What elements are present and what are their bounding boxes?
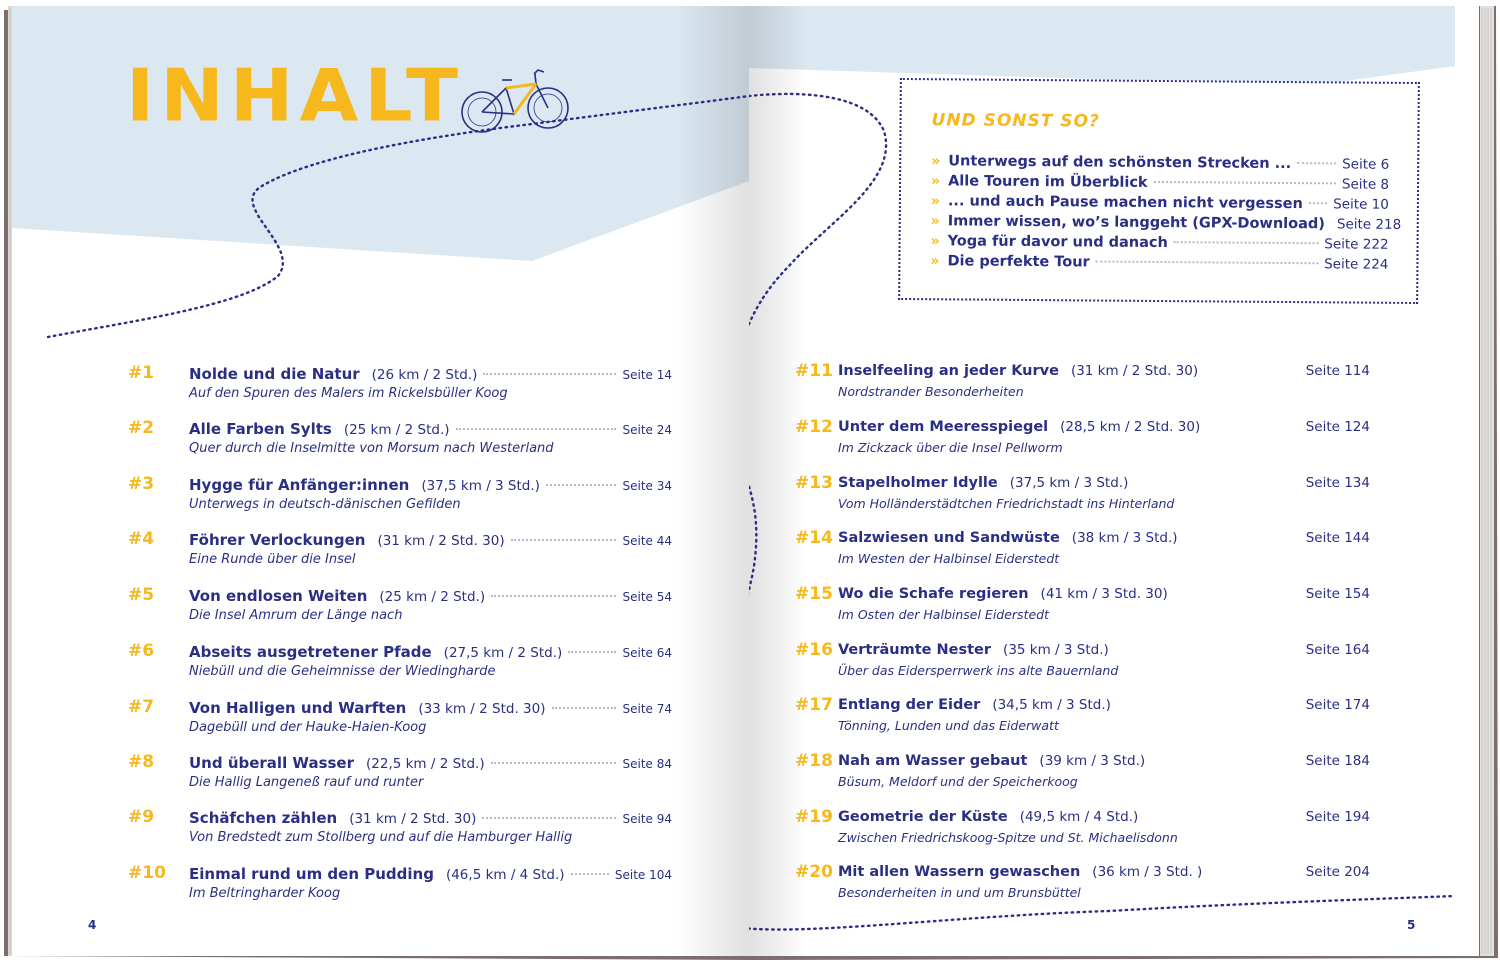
chevron-double-right-icon: » xyxy=(931,173,941,190)
right-page xyxy=(749,6,1479,956)
entry-title: Von endlosen Weiten xyxy=(189,587,368,605)
box-item[interactable] xyxy=(930,253,1388,273)
entry-page: Seite 174 xyxy=(1305,697,1370,713)
extras-box xyxy=(898,78,1420,304)
entry-page: Seite 164 xyxy=(1305,642,1370,658)
entry-page: Seite 64 xyxy=(622,646,672,660)
entry-number: #8 xyxy=(128,752,155,772)
entry-distance: (34,5 km / 3 Std.) xyxy=(992,697,1111,713)
entry-title: Abseits ausgetretener Pfade xyxy=(189,643,432,661)
entry-subtitle: Die Insel Amrum der Länge nach xyxy=(189,608,403,623)
chevron-double-right-icon: » xyxy=(930,193,941,210)
box-item[interactable] xyxy=(931,233,1389,253)
entry-page: Seite 104 xyxy=(614,868,672,882)
leader-dots xyxy=(511,539,617,541)
box-item[interactable] xyxy=(931,153,1389,173)
entry-number: #3 xyxy=(128,474,155,494)
box-item-title: Alle Touren im Überblick xyxy=(948,173,1148,191)
entry-distance: (31 km / 2 Std. 30) xyxy=(377,533,505,549)
entry-title: Mit allen Wassern gewaschen xyxy=(838,864,1081,880)
entry-title: Nolde und die Natur xyxy=(189,365,360,383)
entry-subtitle: Tönning, Lunden und das Eiderwatt xyxy=(838,718,1059,733)
leader-dots xyxy=(1309,202,1327,204)
leader-dots xyxy=(568,651,616,653)
entry-subtitle: Zwischen Friedrichskoog-Spitze und St. Michaelisdonn xyxy=(838,830,1178,845)
leader-dots xyxy=(1174,241,1318,244)
toc-entry-2[interactable] xyxy=(128,420,672,460)
entry-number: #6 xyxy=(128,641,155,661)
entry-page: Seite 144 xyxy=(1305,530,1370,546)
entry-page: Seite 44 xyxy=(622,534,672,548)
box-item-title: Die perfekte Tour xyxy=(947,253,1090,271)
entry-title: Salzwiesen und Sandwüste xyxy=(838,530,1060,546)
entry-title: Inselfeeling an jeder Kurve xyxy=(838,363,1059,379)
entry-number: #1 xyxy=(128,363,155,383)
entry-distance: (31 km / 2 Std. 30) xyxy=(1070,363,1199,379)
toc-entry-11[interactable] xyxy=(795,363,1370,403)
entry-page: Seite 114 xyxy=(1305,363,1370,379)
entry-distance: (37,5 km / 3 Std.) xyxy=(1009,475,1129,491)
entry-title: Wo die Schafe regieren xyxy=(838,586,1029,602)
leader-dots xyxy=(1154,181,1336,184)
entry-page: Seite 94 xyxy=(622,812,672,826)
entry-subtitle: Vom Holländerstädtchen Friedrichstadt ins Hinterland xyxy=(838,496,1175,511)
box-item[interactable] xyxy=(931,173,1389,193)
toc-entry-4[interactable] xyxy=(128,531,672,571)
entry-number: #9 xyxy=(128,807,155,827)
entry-page: Seite 204 xyxy=(1305,864,1370,880)
toc-entry-6[interactable] xyxy=(128,643,672,683)
leader-dots xyxy=(491,595,616,597)
entry-number: #19 xyxy=(795,807,833,827)
entry-page: Seite 194 xyxy=(1305,809,1370,825)
entry-subtitle: Büsum, Meldorf und der Speicherkoog xyxy=(838,774,1078,789)
entry-number: #4 xyxy=(128,529,155,549)
entry-subtitle: Die Hallig Langeneß rauf und runter xyxy=(189,775,424,790)
toc-entry-7[interactable] xyxy=(128,699,672,739)
entry-title: Unter dem Meeresspiegel xyxy=(838,419,1049,435)
entry-page: Seite 34 xyxy=(622,479,672,493)
chevron-double-right-icon: » xyxy=(930,213,940,230)
entry-subtitle: Niebüll und die Geheimnisse der Wiedingharde xyxy=(189,664,496,679)
page-number-right: 5 xyxy=(1407,918,1416,932)
chevron-double-right-icon: » xyxy=(930,253,940,270)
entry-title: Schäfchen zählen xyxy=(189,809,338,827)
entry-title: Verträumte Nester xyxy=(838,642,992,658)
entry-distance: (46,5 km / 4 Std.) xyxy=(445,867,565,883)
toc-entry-18[interactable] xyxy=(795,753,1370,793)
entry-distance: (41 km / 3 Std. 30) xyxy=(1040,586,1168,602)
entry-title: Nah am Wasser gebaut xyxy=(838,753,1028,769)
page-title: INHALT xyxy=(126,53,464,138)
toc-entry-13[interactable] xyxy=(795,475,1370,515)
entry-number: #16 xyxy=(795,640,833,660)
entry-subtitle: Unterwegs in deutsch-dänischen Gefilden xyxy=(189,497,461,512)
entry-page: Seite 124 xyxy=(1305,419,1370,435)
entry-title: Alle Farben Sylts xyxy=(189,420,332,438)
entry-number: #14 xyxy=(795,528,833,548)
box-item-page: Seite 8 xyxy=(1341,176,1390,193)
entry-title: Geometrie der Küste xyxy=(838,809,1008,825)
toc-entry-9[interactable] xyxy=(128,809,672,849)
leader-dots xyxy=(491,762,617,764)
entry-title: Einmal rund um den Pudding xyxy=(189,865,434,883)
entry-title: Stapelholmer Idylle xyxy=(838,475,998,491)
entry-page: Seite 24 xyxy=(622,423,672,437)
entry-distance: (25 km / 2 Std.) xyxy=(343,422,450,438)
leader-dots xyxy=(1297,162,1336,164)
box-item-page: Seite 6 xyxy=(1342,156,1390,173)
entry-distance: (28,5 km / 2 Std. 30) xyxy=(1060,419,1201,435)
entry-distance: (22,5 km / 2 Std.) xyxy=(366,756,485,772)
entry-number: #17 xyxy=(795,695,833,715)
entry-distance: (33 km / 2 Std. 30) xyxy=(418,701,546,717)
entry-distance: (38 km / 3 Std.) xyxy=(1071,530,1178,546)
leader-dots xyxy=(546,484,617,486)
toc-entry-5[interactable] xyxy=(128,587,672,627)
entry-number: #15 xyxy=(795,584,833,604)
entry-number: #20 xyxy=(795,862,833,882)
entry-distance: (27,5 km / 2 Std.) xyxy=(443,645,563,661)
entry-page: Seite 74 xyxy=(622,702,672,716)
entry-page: Seite 14 xyxy=(622,368,672,382)
box-item-title: Yoga für davor und danach xyxy=(947,233,1168,252)
toc-entry-8[interactable] xyxy=(128,754,672,794)
entry-page: Seite 54 xyxy=(622,590,672,604)
toc-entry-19[interactable] xyxy=(795,809,1370,849)
entry-page: Seite 154 xyxy=(1305,586,1370,602)
toc-entry-17[interactable] xyxy=(795,697,1370,737)
entry-title: Föhrer Verlockungen xyxy=(189,531,366,549)
entry-distance: (35 km / 3 Std.) xyxy=(1003,642,1109,658)
leader-dots xyxy=(1096,261,1318,265)
entry-subtitle: Nordstrander Besonderheiten xyxy=(838,384,1024,399)
toc-entry-3[interactable] xyxy=(128,476,672,516)
entry-title: Hygge für Anfänger:innen xyxy=(189,476,410,494)
entry-subtitle: Dagebüll und der Hauke-Haien-Koog xyxy=(189,720,427,735)
toc-entry-20[interactable] xyxy=(795,864,1370,904)
entry-page: Seite 134 xyxy=(1305,475,1370,491)
entry-subtitle: Im Zickzack über die Insel Pellworm xyxy=(838,440,1063,455)
entry-number: #11 xyxy=(795,361,833,381)
box-item-page: Seite 218 xyxy=(1336,216,1402,233)
entry-number: #18 xyxy=(795,751,833,771)
toc-entry-16[interactable] xyxy=(795,642,1370,682)
box-item[interactable] xyxy=(931,193,1389,213)
entry-number: #7 xyxy=(128,697,155,717)
chevron-double-right-icon: » xyxy=(931,153,941,170)
toc-entry-12[interactable] xyxy=(795,419,1370,459)
box-item-title: Unterwegs auf den schönsten Strecken ... xyxy=(948,153,1292,173)
entry-distance: (36 km / 3 Std. ) xyxy=(1092,864,1203,880)
entry-subtitle: Eine Runde über die Insel xyxy=(189,552,356,567)
leader-dots xyxy=(456,428,617,430)
left-page xyxy=(12,6,749,956)
leader-dots xyxy=(552,707,617,709)
entry-distance: (31 km / 2 Std. 30) xyxy=(349,811,477,827)
entry-subtitle: Quer durch die Inselmitte von Morsum nach Westerland xyxy=(189,441,554,456)
page-number-left: 4 xyxy=(88,918,97,932)
box-item-page: Seite 10 xyxy=(1333,196,1389,213)
entry-page: Seite 84 xyxy=(622,757,672,771)
box-item-title: Immer wissen, wo’s langgeht (GPX-Download) xyxy=(947,213,1325,233)
entry-distance: (37,5 km / 3 Std.) xyxy=(421,478,540,494)
entry-subtitle: Von Bredstedt zum Stollberg und auf die Hamburger Hallig xyxy=(189,830,573,845)
entry-number: #13 xyxy=(795,473,833,493)
toc-entry-15[interactable] xyxy=(795,586,1370,626)
entry-subtitle: Im Beltringharder Koog xyxy=(189,886,341,901)
box-item-page: Seite 224 xyxy=(1324,256,1389,273)
box-item-page: Seite 222 xyxy=(1324,236,1389,253)
entry-subtitle: Im Westen der Halbinsel Eiderstedt xyxy=(838,551,1060,566)
box-heading: UND SONST SO? xyxy=(931,110,1100,132)
entry-number: #5 xyxy=(128,585,155,605)
toc-entry-10[interactable] xyxy=(128,865,672,905)
box-item-title: ... und auch Pause machen nicht vergessen xyxy=(947,193,1303,213)
entry-page: Seite 184 xyxy=(1305,753,1370,769)
entry-number: #12 xyxy=(795,417,833,437)
entry-distance: (49,5 km / 4 Std.) xyxy=(1019,809,1139,825)
entry-subtitle: Über das Eidersperrwerk ins alte Bauernland xyxy=(838,663,1119,678)
entry-number: #10 xyxy=(128,863,166,883)
leader-dots xyxy=(571,873,609,875)
leader-dots xyxy=(482,817,616,819)
entry-distance: (25 km / 2 Std.) xyxy=(379,589,486,605)
leader-dots xyxy=(483,373,616,375)
chevron-double-right-icon: » xyxy=(930,233,940,250)
toc-entry-1[interactable] xyxy=(128,365,672,405)
entry-distance: (26 km / 2 Std.) xyxy=(371,367,478,383)
entry-subtitle: Auf den Spuren des Malers im Rickelsbüller Koog xyxy=(189,386,508,401)
entry-distance: (39 km / 3 Std.) xyxy=(1039,753,1146,769)
entry-number: #2 xyxy=(128,418,155,438)
entry-title: Entlang der Eider xyxy=(838,697,981,713)
entry-title: Von Halligen und Warften xyxy=(189,699,407,717)
entry-subtitle: Besonderheiten in und um Brunsbüttel xyxy=(838,885,1081,900)
box-item[interactable] xyxy=(930,213,1402,233)
toc-entry-14[interactable] xyxy=(795,530,1370,570)
entry-title: Und überall Wasser xyxy=(189,754,354,772)
entry-subtitle: Im Osten der Halbinsel Eiderstedt xyxy=(838,607,1049,622)
